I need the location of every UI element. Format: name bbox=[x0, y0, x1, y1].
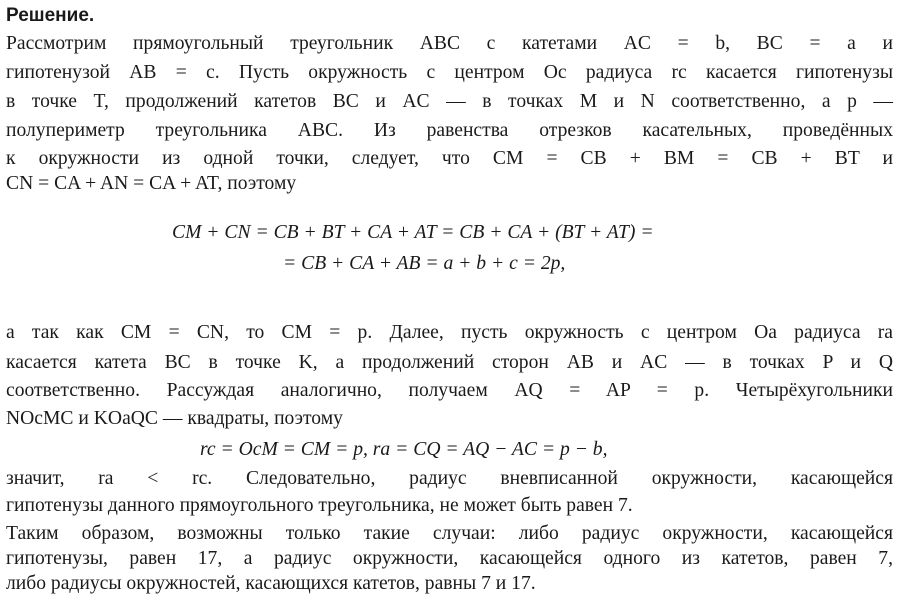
text-line: полупериметр треугольника ABC. Из равенства отрезков касательных, проведённых bbox=[6, 120, 893, 141]
text-line: касается катета BC в точке K, а продолжений сторон AB и AC — в точках P и Q bbox=[6, 352, 893, 373]
text-line: гипотенузой AB = c. Пусть окружность с центром Oc радиуса rc касается гипотенузы bbox=[6, 62, 893, 83]
text-line: либо радиусы окружностей, касающихся катетов, равны 7 и 17. bbox=[6, 573, 536, 594]
formula-line: rc = OcM = CM = p, ra = CQ = AQ − AC = p − b, bbox=[200, 439, 608, 460]
text-line: Таким образом, возможны только такие случаи: либо радиус окружности, касающейся bbox=[6, 523, 893, 544]
text-line: CN = CA + AN = CA + AT, поэтому bbox=[6, 173, 297, 194]
formula-line: = CB + CA + AB = a + b + c = 2p, bbox=[283, 253, 566, 274]
text-line: а так как CM = CN, то CM = p. Далее, пусть окружность с центром Oa радиуса ra bbox=[6, 322, 893, 343]
text-line: гипотенузы данного прямоугольного треугольника, не может быть равен 7. bbox=[6, 495, 633, 516]
text-line: в точке T, продолжений катетов BC и AC — в точках M и N соответственно, а p — bbox=[6, 91, 893, 112]
text-line: гипотенузы, равен 17, а радиус окружности, касающейся одного из катетов, равен 7, bbox=[6, 548, 893, 569]
formula-line: CM + CN = CB + BT + CA + AT = CB + CA + (BT + AT) = bbox=[172, 222, 654, 243]
text-line: Рассмотрим прямоугольный треугольник ABC с катетами AC = b, BC = a и bbox=[6, 33, 893, 54]
text-line: NOcMC и KOaQC — квадраты, поэтому bbox=[6, 408, 343, 429]
solution-heading: Решение. bbox=[6, 5, 95, 26]
text-line: соответственно. Рассуждая аналогично, получаем AQ = AP = p. Четырёхугольники bbox=[6, 380, 893, 401]
text-line: значит, ra < rc. Следовательно, радиус вневписанной окружности, касающейся bbox=[6, 468, 893, 489]
text-line: к окружности из одной точки, следует, что CM = CB + BM = CB + BT и bbox=[6, 148, 893, 169]
